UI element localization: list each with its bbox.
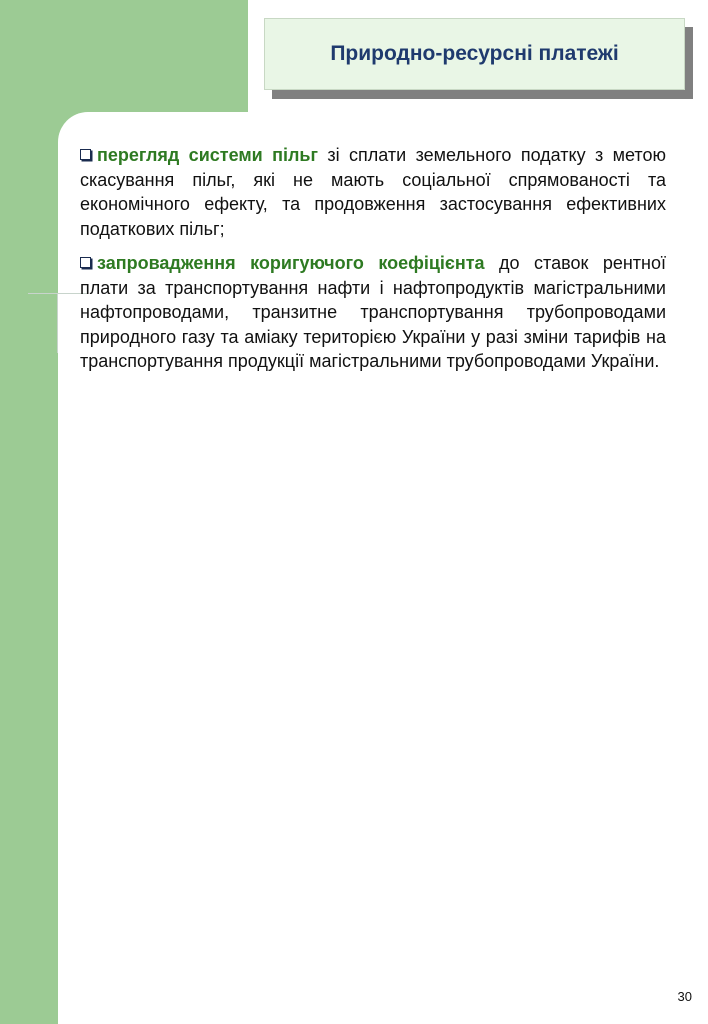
bullet-item [80,251,666,374]
bullet-text: зі сплати земельного податку з метою скасування пільг, які не мають соціальної спрямованості та економічного ефекту, та продовження застосування ефективних податкових пільг; [80,145,666,239]
checkbox-square-icon [80,149,91,160]
decorative-vertical-line [57,293,58,353]
bullet-text: до ставок рентної плати за транспортування нафти і нафтопродуктів магістральними нафтопроводами, транзитне транспортування трубопроводами природного газу та аміаку територією України у разі зміни тарифів на транспортування продукції магістральними трубопроводами України. [80,253,666,371]
bullet-list [80,143,666,384]
slide-title: Природно-ресурсні платежі [330,42,619,65]
checkbox-square-icon [80,257,91,268]
bullet-highlight: перегляд системи пільг [97,145,318,165]
title-box [264,18,685,90]
page-number: 30 [677,989,692,1004]
decorative-line [28,293,88,294]
bullet-item [80,143,666,241]
bullet-highlight: запровадження коригуючого коефіцієнта [97,253,485,273]
